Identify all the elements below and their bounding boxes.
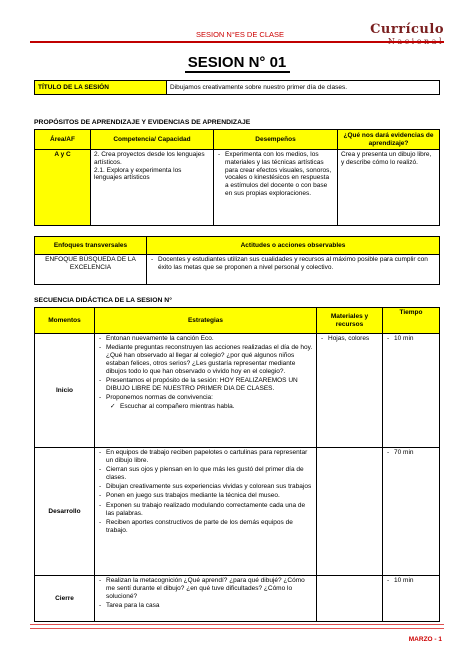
- col-area: Área/AF: [35, 130, 91, 150]
- desempeno-text: - Experimenta con los medios, los materiales y las técnicas artísticas para crear efectos visuales, sonoros, vocales o kinestésicos en respuesta a estímulos del docente o con base en sus propias exploraciones.: [217, 151, 334, 198]
- checkmark-icon: ✓: [110, 403, 116, 411]
- material-item: - Hojas, colores: [320, 335, 379, 343]
- sequence-table: [34, 307, 440, 622]
- footer-page-label: MARZO - 1: [408, 636, 442, 643]
- cierre-item: - Realizan la metacognición ¿Qué aprendí? ¿para qué dibujé? ¿Cómo me sentí durante el dibujo? ¿en qué tuve dificultades? ¿Cómo lo solucioné?: [98, 577, 313, 600]
- col-momentos: Momentos: [35, 308, 95, 334]
- evidencia-text: Crea y presenta un dibujo libre, y describe cómo lo realizó.: [338, 150, 440, 226]
- competencia-1: 2. Crea proyectos desde los lenguajes artísticos.: [94, 151, 205, 166]
- inicio-strategies: [95, 334, 317, 448]
- inicio-item: - Mediante preguntas reconstruyen las acciones realizadas el día de hoy. ¿Qué han observado al llegar al colegio? ¿por qué algunos niños estaban felices, otros serios? ¿Les gustaría representar mediante dibujos todo lo que han observado o vivido hoy en el colegio?.: [98, 344, 313, 375]
- actitud-cell: [147, 255, 440, 285]
- col-estrategias: Estrategias: [95, 308, 317, 334]
- page-title: SESION N° 01: [187, 54, 287, 71]
- session-title-label: TÍTULO DE LA SESIÓN: [35, 81, 167, 95]
- desarrollo-item: - Dibujan creativamente sus experiencias vividas y colorean sus trabajos: [98, 483, 313, 491]
- sequence-heading: SECUENCIA DIDÁCTICA DE LA SESION N°: [34, 297, 172, 304]
- inicio-item: - Proponemos normas de convivencia:: [98, 394, 313, 402]
- inicio-item: - Entonan nuevamente la canción Eco.: [98, 335, 313, 343]
- competencia-2: 2.1. Explora y experimenta los lenguajes artísticos: [94, 166, 182, 182]
- inicio-time: - 10 min: [386, 335, 436, 343]
- col-desempenos: Desempeños: [214, 130, 338, 150]
- cierre-item: - Tarea para la casa: [98, 602, 313, 610]
- cierre-materials: [317, 576, 383, 622]
- norma-item: [98, 403, 313, 411]
- momento-desarrollo: Desarrollo: [35, 448, 95, 576]
- col-evidencias: ¿Qué nos dará evidencias de aprendizaje?: [338, 130, 440, 150]
- enfoques-table: [34, 236, 440, 285]
- cierre-time-cell: [383, 576, 440, 622]
- momento-cierre: Cierre: [35, 576, 95, 622]
- desarrollo-item: - Reciben aportes constructivos de parte de los demás equipos de trabajo.: [98, 519, 313, 535]
- col-actitudes: Actitudes o acciones observables: [147, 237, 440, 255]
- purposes-heading: PROPÓSITOS DE APRENDIZAJE Y EVIDENCIAS DE APRENDIZAJE: [34, 119, 251, 126]
- desarrollo-time-cell: [383, 448, 440, 576]
- momento-inicio: Inicio: [35, 334, 95, 448]
- inicio-materials: [317, 334, 383, 448]
- footer-divider-bottom: [30, 628, 444, 629]
- col-enfoques: Enfoques transversales: [35, 237, 147, 255]
- header-divider: [30, 41, 444, 43]
- logo-line-1: Currículo: [370, 22, 444, 37]
- desarrollo-item: - En equipos de trabajo reciben papelotes o cartulinas para representar un dibujo libre.: [98, 449, 313, 465]
- cierre-strategies: [95, 576, 317, 622]
- desarrollo-item: - Cierran sus ojos y piensan en lo que más les gustó del primer día de clases.: [98, 466, 313, 482]
- title-underline: [185, 71, 290, 73]
- inicio-time-cell: [383, 334, 440, 448]
- inicio-item: - Presentamos el propósito de la sesión: HOY REALIZAREMOS UN DIBUJO LIBRE DE NUESTRO PRIMER DIA DE CLASES.: [98, 377, 313, 393]
- session-title-value: Dibujamos creativamente sobre nuestro primer día de clases.: [167, 81, 440, 95]
- desarrollo-item: - Ponen en juego sus trabajos mediante la técnica del museo.: [98, 492, 313, 500]
- col-materiales: Materiales y recursos: [317, 308, 383, 334]
- cierre-time: - 10 min: [386, 577, 436, 585]
- desarrollo-item: - Exponen su trabajo realizado modulando correctamente cada una de las palabras.: [98, 502, 313, 518]
- desarrollo-strategies: [95, 448, 317, 576]
- area-value: A y C: [35, 150, 91, 226]
- col-tiempo: Tiempo: [383, 308, 440, 334]
- enfoque-value: ENFOQUE BÚSQUEDA DE LA EXCELENCIA: [35, 255, 147, 285]
- desempeno-cell: [214, 150, 338, 226]
- session-title-table: [34, 80, 440, 95]
- actitud-text: - Docentes y estudiantes utilizan sus cualidades y recursos al máximo posible para cumplir con éxito las metas que se proponen a nivel personal y colectivo.: [150, 256, 436, 272]
- desarrollo-time: - 70 min: [386, 449, 436, 457]
- norma-text: Escuchar al compañero mientras habla.: [120, 403, 235, 411]
- competencia-cell: [91, 150, 214, 226]
- footer-divider-top: [30, 624, 444, 625]
- header-subtitle: SESION N°ES DE CLASE: [195, 30, 285, 39]
- desarrollo-materials: [317, 448, 383, 576]
- col-competencia: Competencia/ Capacidad: [91, 130, 214, 150]
- purposes-table: [34, 129, 440, 226]
